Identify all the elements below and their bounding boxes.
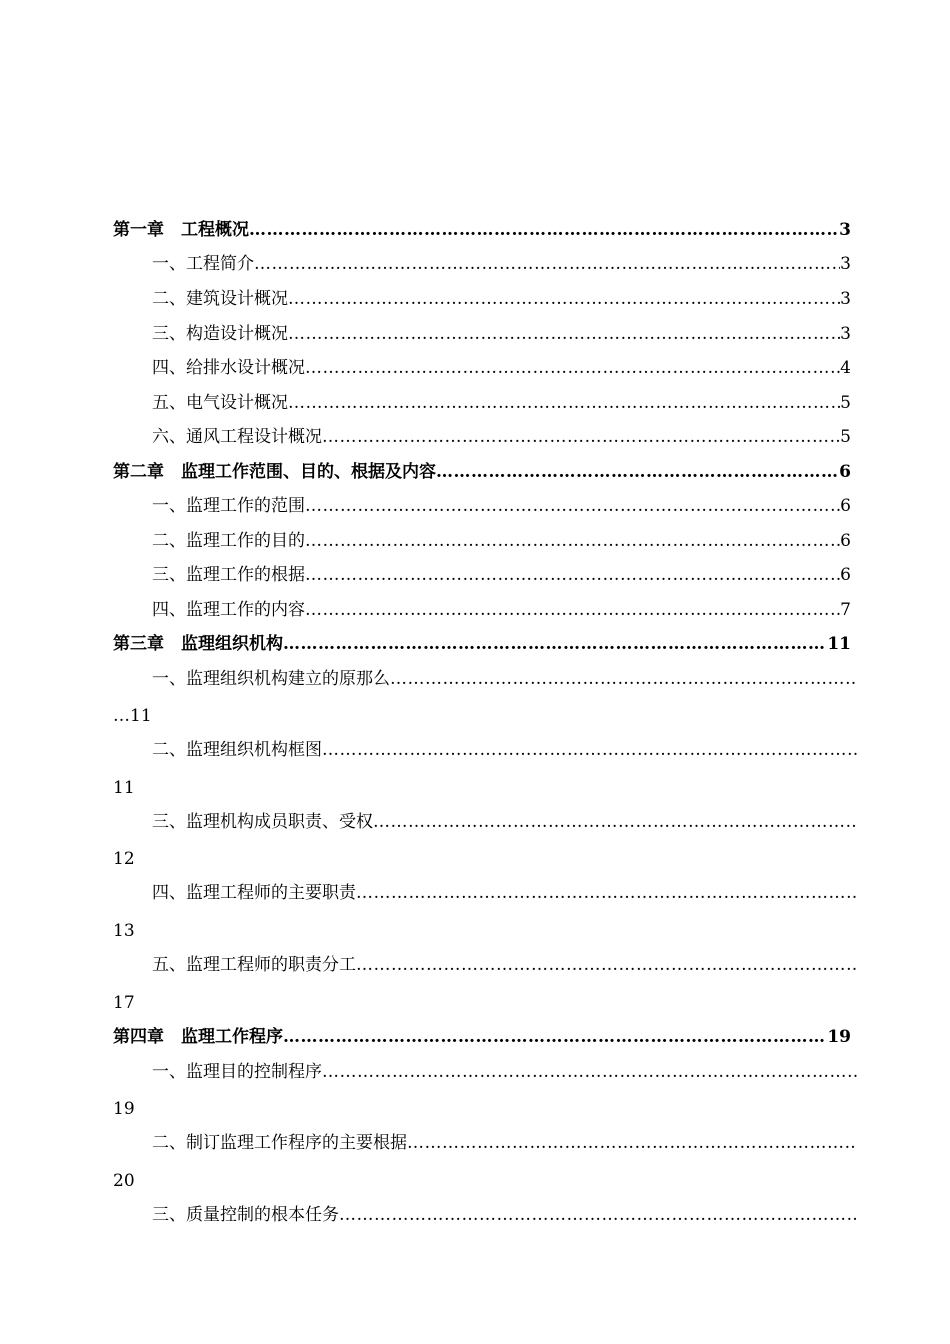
- toc-wrapped-page-number: 12: [113, 849, 135, 869]
- toc-leader-dots: [283, 632, 827, 656]
- toc-leader-dots: [283, 1025, 827, 1049]
- toc-entry-title: 六、通风工程设计概况: [152, 427, 322, 447]
- toc-leader-dots: [305, 563, 840, 587]
- toc-leader-dots: [407, 1131, 857, 1155]
- toc-section-entry[interactable]: [152, 494, 851, 518]
- toc-chapter-entry[interactable]: [113, 218, 851, 242]
- toc-entry-title: 第一章 工程概况: [113, 220, 249, 240]
- toc-leader-dots: [288, 322, 840, 346]
- toc-leader-dots: [322, 738, 857, 762]
- toc-page-number: 5: [840, 427, 851, 447]
- toc-entry-title: 一、监理目的控制程序: [152, 1062, 322, 1082]
- toc-chapter-entry[interactable]: [113, 632, 851, 656]
- toc-section-entry[interactable]: [152, 1060, 857, 1084]
- toc-leader-dots: [339, 1203, 857, 1227]
- toc-entry-title: 一、监理组织机构建立的原那么: [152, 669, 390, 689]
- toc-leader-dots: [373, 810, 857, 834]
- toc-leader-dots: [356, 881, 857, 905]
- toc-entry-title: 四、监理工程师的主要职责: [152, 883, 356, 903]
- toc-entry-title: 四、给排水设计概况: [152, 358, 305, 378]
- toc-leader-dots: [322, 425, 840, 449]
- toc-section-entry[interactable]: [152, 1203, 857, 1227]
- toc-section-entry[interactable]: [152, 322, 851, 346]
- toc-page-number: 3: [840, 324, 851, 344]
- toc-entry-title: 三、质量控制的根本任务: [152, 1205, 339, 1225]
- toc-leader-dots: [305, 494, 840, 518]
- toc-entry-title: 二、监理组织机构框图: [152, 740, 322, 760]
- toc-page-number: 5: [840, 393, 851, 413]
- toc-page-number: 19: [827, 1027, 851, 1047]
- toc-leader-dots: [436, 460, 839, 484]
- toc-page-number: 6: [840, 531, 851, 551]
- toc-entry-title: 第三章 监理组织机构: [113, 634, 283, 654]
- toc-section-entry[interactable]: [152, 529, 851, 553]
- toc-entry-title: 五、监理工程师的职责分工: [152, 955, 356, 975]
- toc-leader-dots: [390, 667, 857, 691]
- toc-section-entry[interactable]: [152, 1131, 857, 1155]
- toc-page-number: 3: [840, 254, 851, 274]
- toc-leader-dots: [305, 529, 840, 553]
- toc-page-number: 6: [840, 565, 851, 585]
- toc-wrapped-page-number: 20: [113, 1171, 135, 1191]
- toc-leader-dots: [305, 598, 840, 622]
- toc-leader-dots: [305, 356, 840, 380]
- toc-entry-title: 一、监理工作的范围: [152, 496, 305, 516]
- toc-wrapped-page-number: …11: [113, 706, 152, 726]
- toc-page-number: 6: [840, 496, 851, 516]
- toc-entry-title: 五、电气设计概况: [152, 393, 288, 413]
- toc-wrapped-page-number: 13: [113, 921, 135, 941]
- toc-leader-dots: [249, 218, 839, 242]
- toc-page-number: 3: [839, 220, 851, 240]
- toc-section-entry[interactable]: [152, 598, 851, 622]
- toc-section-entry[interactable]: [152, 667, 857, 691]
- toc-page-number: 3: [840, 289, 851, 309]
- toc-section-entry[interactable]: [152, 738, 857, 762]
- toc-entry-title: 三、监理工作的根据: [152, 565, 305, 585]
- toc-page-number: 11: [827, 634, 851, 654]
- toc-entry-title: 二、制订监理工作程序的主要根据: [152, 1133, 407, 1153]
- toc-section-entry[interactable]: [152, 356, 851, 380]
- toc-section-entry[interactable]: [152, 810, 857, 834]
- toc-entry-title: 三、监理机构成员职责、受权: [152, 812, 373, 832]
- toc-section-entry[interactable]: [152, 425, 851, 449]
- toc-entry-title: 一、工程简介: [152, 254, 254, 274]
- toc-entry-title: 二、监理工作的目的: [152, 531, 305, 551]
- toc-wrapped-page-number: 11: [113, 778, 135, 798]
- toc-leader-dots: [356, 953, 857, 977]
- toc-leader-dots: [254, 252, 840, 276]
- toc-section-entry[interactable]: [152, 391, 851, 415]
- toc-entry-title: 第二章 监理工作范围、目的、根据及内容: [113, 462, 436, 482]
- toc-section-entry[interactable]: [152, 563, 851, 587]
- toc-entry-title: 三、构造设计概况: [152, 324, 288, 344]
- toc-section-entry[interactable]: [152, 287, 851, 311]
- toc-leader-dots: [288, 391, 840, 415]
- toc-entry-title: 第四章 监理工作程序: [113, 1027, 283, 1047]
- toc-page-number: 4: [840, 358, 851, 378]
- toc-page-number: 6: [839, 462, 851, 482]
- toc-section-entry[interactable]: [152, 881, 857, 905]
- toc-entry-title: 四、监理工作的内容: [152, 600, 305, 620]
- toc-wrapped-page-number: 19: [113, 1099, 135, 1119]
- toc-section-entry[interactable]: [152, 953, 857, 977]
- toc-section-entry[interactable]: [152, 252, 851, 276]
- toc-page-number: 7: [840, 600, 851, 620]
- toc-leader-dots: [288, 287, 840, 311]
- toc-leader-dots: [322, 1060, 857, 1084]
- toc-wrapped-page-number: 17: [113, 993, 135, 1013]
- toc-chapter-entry[interactable]: [113, 460, 851, 484]
- toc-chapter-entry[interactable]: [113, 1025, 851, 1049]
- toc-entry-title: 二、建筑设计概况: [152, 289, 288, 309]
